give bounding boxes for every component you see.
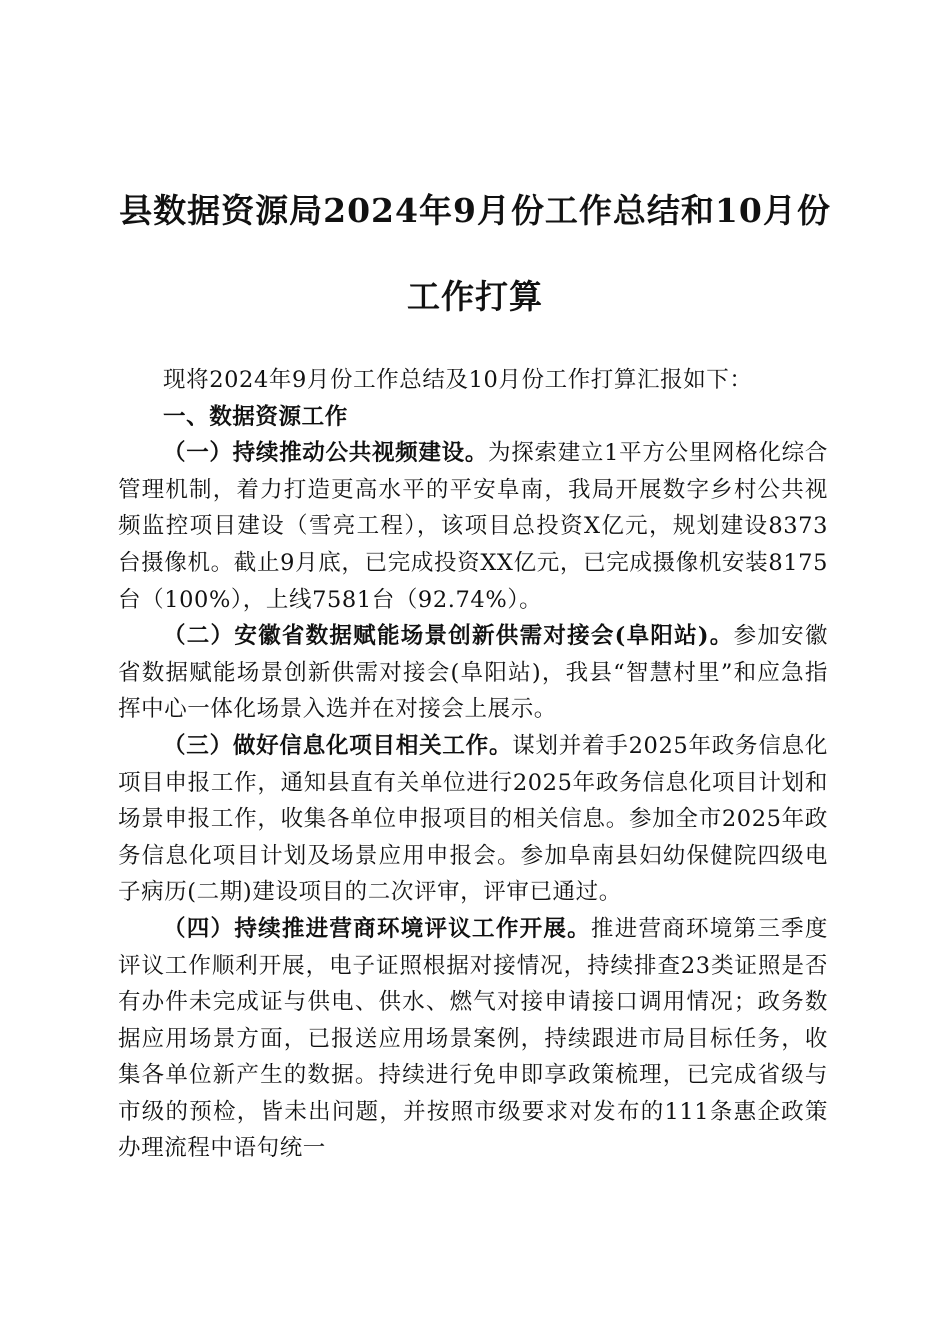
item-text-3: 谋划并着手2025年政务信息化项目申报工作，通知县直有关单位进行2025年政务信息化项目计划和场景申报工作，收集各单位申报项目的相关信息。参加全市2025年政务信息化项目计划及场景应用申报会。参加阜南县妇幼保健院四级电子病历(二期)建设项目的二次评审，评审已通过。 bbox=[118, 732, 828, 906]
item-lead-2: （二）安徽省数据赋能场景创新供需对接会(阜阳站)。 bbox=[163, 623, 734, 650]
item-text-2: 参加安徽省数据赋能场景创新供需对接会(阜阳站)，我县“智慧村里”和应急指挥中心一体化场景入选并在对接会上展示。 bbox=[118, 623, 828, 723]
item-paragraph-3 bbox=[118, 728, 828, 911]
item-lead-4: （四）持续推进营商环境评议工作开展。 bbox=[163, 915, 591, 942]
item-paragraph-4 bbox=[118, 911, 828, 1167]
item-lead-3: （三）做好信息化项目相关工作。 bbox=[163, 732, 513, 759]
item-paragraph-1 bbox=[118, 435, 828, 618]
document-title: 县数据资源局2024年9月份工作总结和10月份工作打算 bbox=[119, 191, 831, 316]
item-lead-1: （一）持续推动公共视频建设。 bbox=[163, 440, 489, 467]
item-text-4: 推进营商环境第三季度评议工作顺利开展，电子证照根据对接情况，持续排查23类证照是否有办件未完成证与供电、供水、燃气对接申请接口调用情况；政务数据应用场景方面，已报送应用场景案例，持续跟进市局目标任务，收集各单位新产生的数据。持续进行免申即享政策梳理，已完成省级与市级的预检，皆未出问题，并按照市级要求对发布的111条惠企政策办理流程中语句统一 bbox=[118, 915, 828, 1162]
section-heading: 一、数据资源工作 bbox=[163, 403, 348, 430]
item-paragraph-2 bbox=[118, 618, 828, 728]
document-body bbox=[118, 362, 828, 1167]
intro-paragraph: 现将2024年9月份工作总结及10月份工作打算汇报如下： bbox=[163, 367, 753, 393]
item-text-1: 为探索建立1平方公里网格化综合管理机制，着力打造更高水平的平安阜南，我局开展数字乡村公共视频监控项目建设（雪亮工程），该项目总投资X亿元，规划建设8373台摄像机。截止9月底，已完成投资XX亿元，已完成摄像机安装8175台（100%），上线7581台（92.74%）。 bbox=[118, 440, 828, 613]
